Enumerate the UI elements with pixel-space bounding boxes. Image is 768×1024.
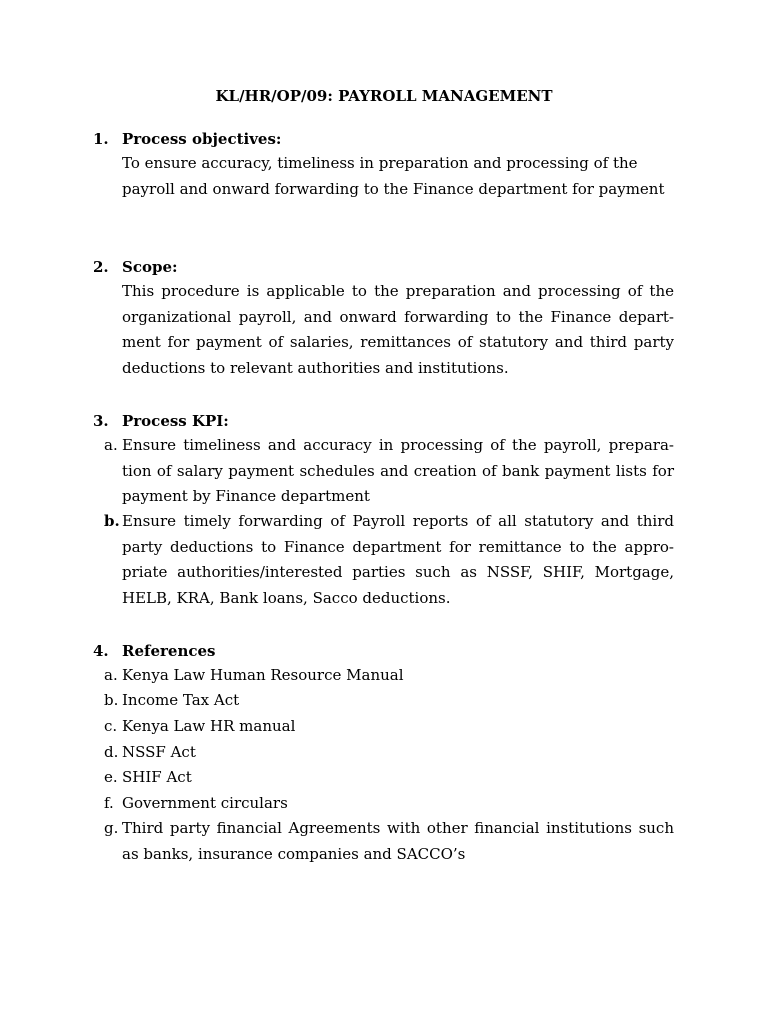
section-heading-kpi — [93, 411, 229, 431]
list-marker: g. — [104, 819, 119, 837]
section-title: Process objectives: — [122, 130, 282, 148]
section-number: 3. — [93, 412, 109, 430]
section-title: Process KPI: — [122, 412, 229, 430]
section-heading-references — [93, 641, 215, 661]
list-item-text: Ensure timely forwarding of Payroll reports of all statutory and third party deductions to Finance department for remittance to the appropriate authorities/interested parties such as NSSF, SHIF, Mortgage, HELB, KRA, Bank loans, Sacco deductions. — [122, 512, 674, 607]
list-marker: d. — [104, 743, 119, 761]
list-item-text: Third party financial Agreements with other financial institutions such as banks, insurance companies and SACCO’s — [122, 819, 674, 863]
list-marker: e. — [104, 768, 118, 786]
list-item-text: Government circulars — [122, 794, 288, 812]
list-marker: a. — [104, 436, 118, 454]
objectives-paragraph: To ensure accuracy, timeliness in preparation and processing of the payroll and onward forwarding to the Finance department for payment — [122, 154, 665, 198]
list-item-text: Ensure timeliness and accuracy in processing of the payroll, preparation of salary payment schedules and creation of bank payment lists for payment by Finance department — [122, 436, 674, 506]
section-heading-objectives — [93, 129, 281, 149]
list-marker: a. — [104, 666, 118, 684]
list-item-text: Kenya Law Human Resource Manual — [122, 666, 404, 684]
list-marker: f. — [104, 794, 114, 812]
document-title: KL/HR/OP/09: PAYROLL MANAGEMENT — [215, 87, 553, 105]
scope-paragraph: This procedure is applicable to the preparation and processing of the organizational payroll, and onward forwarding to the Finance department for payment of salaries, remittances of statutory and third party deductions to relevant authorities and institutions. — [122, 282, 674, 377]
section-number: 2. — [93, 258, 109, 276]
section-number: 1. — [93, 130, 109, 148]
list-marker: b. — [104, 512, 120, 530]
section-heading-scope — [93, 257, 178, 277]
list-item-text: NSSF Act — [122, 743, 196, 761]
list-item-text: Kenya Law HR manual — [122, 717, 296, 735]
list-marker: b. — [104, 691, 119, 709]
section-title: Scope: — [122, 258, 178, 276]
list-item-text: Income Tax Act — [122, 691, 240, 709]
list-marker: c. — [104, 717, 118, 735]
list-item-text: SHIF Act — [122, 768, 192, 786]
section-number: 4. — [93, 642, 109, 660]
section-title: References — [122, 642, 216, 660]
